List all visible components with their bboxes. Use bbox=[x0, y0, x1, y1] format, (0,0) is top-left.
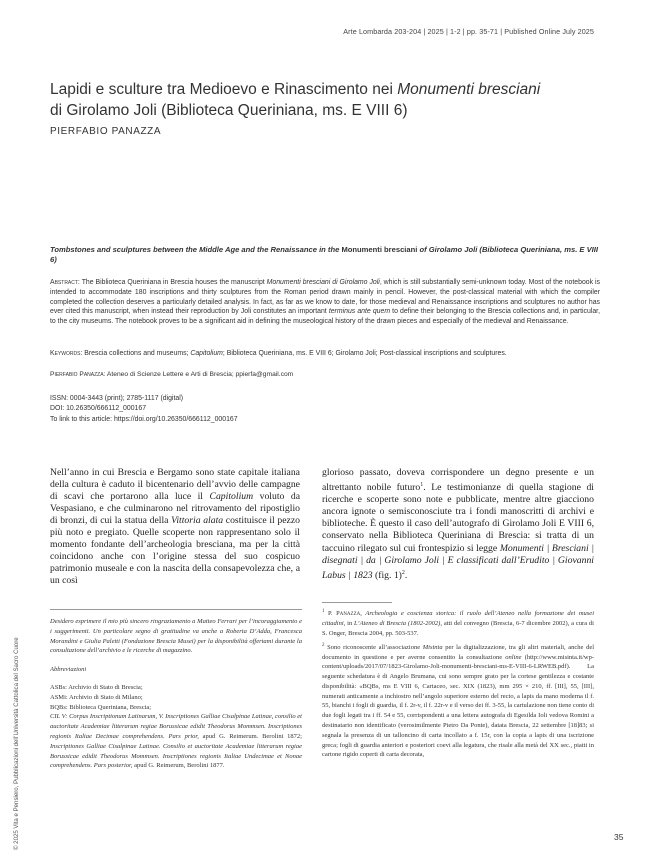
english-title bbox=[50, 245, 600, 265]
footnote-1-number: 1 bbox=[322, 609, 325, 614]
body-left-1: Nell’anno in cui Brescia e Bergamo sono state capitale italiana della cultura è caduto il bicentenario dell’avvio delle campagne di scavi che portarono alla luce il bbox=[50, 467, 300, 503]
abstract-label: Abstract: bbox=[50, 279, 80, 286]
affiliation-name: Pierfabio Panazza bbox=[50, 371, 104, 378]
cil-italic-1: Corpus Inscriptionum Latinarum, V. Inscriptiones Galliae Cisalpinae Latinae, consilio et auctoritate Academiae litterarum regiae Borussicae edidit Theodorus Mommsen. Inscriptiones regionis Italiae Decimae comprehendens. Pars prior, bbox=[50, 713, 302, 740]
body-right-2: . Le testimonianze di quella stagione di ricerche e scoperte sono note e pubblicate, mentre altre giacciono ancora ignote o semisconosciute tra i fondi manoscritti di archivi e biblioteche. È questo il caso dell’autografo di Girolamo Joli E VIII 6, conservato nella Biblioteca Queriniana di Brescia: si tratta di un taccuino rilegato sul cui frontespizio si legge bbox=[322, 482, 594, 554]
article-author: PIERFABIO PANAZZA bbox=[50, 126, 162, 137]
keywords-text-2: ; Biblioteca Queriniana, ms. E VIII 6; Girolamo Joli; Post-classical inscriptions and sculptures. bbox=[222, 350, 507, 357]
footnote-2-text-b: per la digitalizzazione, tra gli altri materiali, anche del documento in questione e per averne consentito la consultazione bbox=[322, 643, 595, 661]
acknowledgements: Desidero esprimere il mio più sincero ringraziamento a Matteo Ferrari per l’incoraggiamento e i suggerimenti. Un particolare segno di gratitudine va anche a Roberta D’Adda, Francesca Morandini e Giulia Paletti (Fondazione Brescia Musei) per la disponibilità offertami durante la consultazione dell’archivio e le ricerche di magazzino. bbox=[50, 618, 302, 655]
footnote-2-italic-1: Misinta bbox=[422, 643, 443, 651]
title-part1: Lapidi e sculture tra Medioevo e Rinascimento nei bbox=[50, 81, 398, 98]
doi: DOI: 10.26350/666112_000167 bbox=[50, 405, 147, 413]
abbreviation-item: ASBs: Archivio di Stato di Brescia; bbox=[50, 683, 143, 691]
footnote-ref-2[interactable]: 2 bbox=[401, 569, 405, 576]
footnote-1-italic-1: Archeologia e coscienza storica: il ruolo dell’Ateneo nella formazione dei musei cittadini bbox=[322, 610, 594, 627]
footnote-1-text-d: , atti del convegno (Brescia, 6-7 dicembre 2002), a cura di S. Onger, Brescia 2004, pp. 503-537. bbox=[322, 619, 594, 637]
keywords bbox=[50, 349, 600, 359]
body-right-italic: Monumenti | Bresciani | disegnati | da | Girolamo Joli | E classificati dall’Erudito | Giovanni Labus | 1823 bbox=[322, 542, 595, 581]
article-title bbox=[50, 79, 570, 121]
body-text-right bbox=[322, 467, 594, 582]
footnote-rule-left bbox=[50, 609, 302, 610]
footnote-1-text-b: , bbox=[360, 610, 366, 618]
footnote-rule-right bbox=[322, 602, 392, 603]
keywords-text-1: Brescia collections and museums; bbox=[82, 350, 191, 357]
abbreviation-item: ASMi: Archivio di Stato di Milano; bbox=[50, 693, 143, 701]
body-left-2: voluto da Vespasiano, e che culminarono nel ritrovamento del ripostiglio di bronzi, di cui la statua della bbox=[50, 491, 300, 527]
footnote-2-text-c: (http://www.misinta.it/wp-content/uploads/2017/07/1823-Girolamo-Joli-monumenti-bresciani-ms-E-VIII-6-LRWEB.pdf). La seguente schedatura è di Angelo Brumana, cui sono sempre grato per la cortese gentilezza e costante disponibilità: «BQBs, ms E VIII 6, Cartaceo, sec. XIX (1823), mm 295 × 210, ff. [III], 55, [III], numerati anticamente a inchiostro nell’angolo superiore esterno del recto, a lapis da mano moderna il f. 55, bianchi i fogli di guardia, il f. 2r-v, il f. 22r-v e il verso dei ff. 3-55, la cartulazione non tiene conto di due fogli legati tra i ff. 54 e 55, corrispondenti a una lettera autografa di Egesilda Ioli vedova Romini a destinatario non identificato (verosimilmente Pietro Da Ponte), datata Brescia, 22 settembre [18]83; si segnala la presenza di un talloncino di carta incollato a f. 15r, con la copia a lapis di una iscrizione greca; fogli di guardia anteriori e posteriori coevi alla legatura, che risale alla metà del XX sec., piatti in cartone rigido coperti di carta decorata, bbox=[322, 653, 594, 759]
footnote-2-italic-2: online bbox=[505, 653, 522, 661]
abbreviations-heading: Abbreviazioni bbox=[50, 666, 87, 674]
body-left-italic-1: Capitolium bbox=[209, 491, 254, 503]
footnotes bbox=[322, 607, 594, 762]
keywords-italic: Capitolium bbox=[190, 350, 223, 357]
footnote-1-author: Panazza bbox=[336, 610, 361, 618]
issn: ISSN: 0004-3443 (print); 2785-1117 (digital) bbox=[50, 395, 184, 402]
body-left-italic-2: Vittoria alata bbox=[171, 515, 224, 527]
cil-text-2: apud G. Reimerum, Berolini 1877. bbox=[132, 762, 225, 770]
author-affiliation bbox=[50, 370, 600, 380]
copyright-side-text: © 2025 Vita e Pensiero, Pubblicazioni dell’Università Cattolica del Sacro Cuore bbox=[13, 637, 20, 850]
footnote-ref-1[interactable]: 1 bbox=[420, 482, 424, 489]
acknowledgements-and-abbreviations bbox=[50, 617, 302, 771]
title-part2: di Girolamo Joli (Biblioteca Queriniana, ms. E VIII 6) bbox=[50, 102, 408, 119]
cil-text-1: apud G. Reimerum. Berolini 1872; bbox=[198, 732, 302, 740]
body-right-3: (fig. 1) bbox=[372, 569, 402, 581]
footnote-2 bbox=[322, 641, 594, 761]
affiliation-text: : Ateneo di Scienze Lettere e Arti di Brescia; ppierfa@gmail.com bbox=[103, 371, 294, 378]
abstract bbox=[50, 278, 600, 327]
footnote-2-text-a: Sono riconoscente all’associazione bbox=[324, 643, 423, 651]
keywords-label: Keywords: bbox=[50, 350, 83, 357]
cil-italic-2: Inscriptiones Galliae Cisalpinae Latinae. Consilio et auctoritate Academiae litterarum regiae Borussicae edidit Theodorus Mommsen. Inscriptiones regionis Italiae Undecimae et Nonae comprehendens. Pars posterior, bbox=[50, 742, 302, 770]
title-italic: Monumenti bresciani bbox=[397, 81, 541, 98]
footnote-1-text-a: P. bbox=[324, 610, 337, 618]
abstract-text-3: to define their belonging to the Brescia collections and, in particular, to the city museums. The notebook proves to be a significant aid in defining the museological history of the drawn pieces and especially of the medieval and Renaissance. bbox=[50, 308, 600, 326]
english-title-c: of Girolamo Joli (Biblioteca Queriniana, ms. E VIII 6) bbox=[50, 245, 598, 264]
article-identifiers bbox=[50, 394, 238, 425]
footnote-1-text-c: , in bbox=[343, 619, 355, 627]
abbreviation-cil bbox=[50, 712, 302, 771]
article-link[interactable]: To link to this article: https://doi.org/10.26350/666112_000167 bbox=[50, 415, 238, 423]
body-text-left bbox=[50, 467, 300, 587]
body-right-1: glorioso passato, doveva corrispondere un degno presente e un altrettanto nobile futuro bbox=[322, 467, 594, 494]
cil-label: CIL V: bbox=[50, 713, 70, 721]
abstract-italic-2: terminus ante quem bbox=[328, 308, 391, 316]
page-number: 35 bbox=[614, 832, 624, 842]
journal-header: Arte Lombarda 203-204 | 2025 | 1-2 | pp. 35-71 | Published Online July 2025 bbox=[343, 27, 594, 36]
english-title-b: Monumenti bresciani bbox=[339, 245, 420, 254]
abstract-text-2: , which is still substantially semi-unknown today. Most of the notebook is intended to accommodate 180 inscriptions and thirty sculptures from the Roman period drawn mainly in pencil. However, the post-classical material with which the compiler completed the collection deserves a particularly detailed analysis. In fact, as far as we know to date, for those medieval and Renaissance inscriptions and sculptures no author has ever cited this manuscript, when instead their reproduction by Joli constitutes an important bbox=[50, 279, 600, 316]
footnote-2-number: 2 bbox=[322, 642, 325, 648]
footnote-1-italic-2: L’Ateneo di Brescia (1802-2002) bbox=[354, 619, 441, 627]
footnote-1 bbox=[322, 607, 594, 639]
body-left-3: costituisce il pezzo più noto e pregiato. Quelle scoperte non rappresentano solo il momento fondante dell’archeologia bresciana, ma per la città coincidono anche con l’origine stessa del suo cospicuo patrimonio museale e con la nascita della consapevolezza che, a un così bbox=[50, 515, 300, 587]
abstract-italic-1: Monumenti bresciani di Girolamo Joli bbox=[266, 279, 380, 286]
english-title-a: Tombstones and sculptures between the Middle Age and the Renaissance in the bbox=[50, 245, 340, 254]
abbreviation-item: BQBs: Biblioteca Queriniana, Brescia; bbox=[50, 703, 152, 711]
body-right-4: . bbox=[404, 569, 408, 581]
abstract-text-1: The Biblioteca Queriniana in Brescia houses the manuscript bbox=[79, 279, 267, 286]
